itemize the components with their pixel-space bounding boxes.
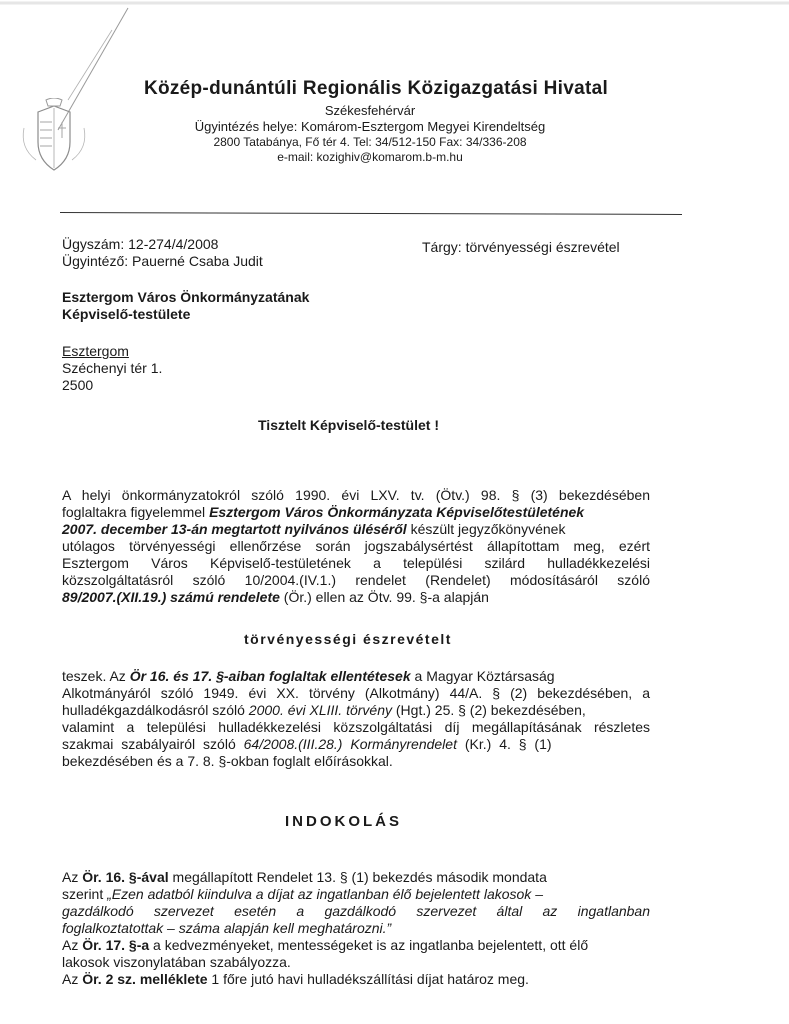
body-line: bekezdésében és a 7. 8. §-okban foglalt előírásokkal. [62, 753, 393, 769]
reasoning-line: Az Ör. 16. §-ával megállapított Rendelet 13. § (1) bekezdés második mondata [62, 869, 547, 885]
office-address: 2800 Tatabánya, Fő tér 4. Tel: 34/512-150 Fax: 34/336-208 [213, 135, 527, 149]
case-administrator: Ügyintéző: Pauerné Csaba Judit [62, 253, 263, 269]
office-location: Ügyintézés helye: Komárom-Esztergom Megyei Kirendeltség [194, 119, 546, 134]
header-divider [60, 212, 682, 215]
organization-city: Székesfehérvár [324, 103, 416, 118]
recipient-line-2: Képviselő-testülete [62, 306, 191, 322]
intro-line: 2007. december 13-án megtartott nyilvános üléséről készült jegyzőkönyvének [62, 521, 566, 537]
salutation: Tisztelt Képviselő-testület ! [258, 417, 440, 433]
observation-heading: törvényességi észrevételt [244, 631, 452, 647]
body-line: hulladékgazdálkodásról szóló 2000. évi XLIII. törvény (Hgt.) 25. § (2) bekezdésében, [62, 702, 586, 718]
reasoning-paragraph [62, 869, 650, 988]
intro-line: Esztergom Város Képviselő-testületének a települési szilárd hulladékkezelési [62, 555, 650, 571]
office-email: e-mail: kozighiv@komarom.b-m.hu [277, 150, 463, 164]
recipient-street: Széchenyi tér 1. [62, 360, 163, 376]
reasoning-line: szerint „Ezen adatból kiindulva a díjat az ingatlanban élő bejelentett lakosok – [62, 886, 543, 902]
coat-of-arms-seal [18, 98, 90, 180]
intro-line: A helyi önkormányzatokról szóló 1990. évi LXV. tv. (Ötv.) 98. § (3) bekezdésében [62, 487, 650, 503]
letterhead [90, 78, 650, 165]
observation-paragraph [62, 668, 650, 770]
case-number: Ügyszám: 12-274/4/2008 [62, 236, 219, 252]
reasoning-line: Az Ör. 17. §-a a kedvezményeket, mentességeket is az ingatlanba bejelentett, ott élő [62, 937, 589, 953]
reasoning-heading: INDOKOLÁS [285, 813, 402, 830]
recipient-postcode: 2500 [62, 377, 94, 393]
letter-subject: Tárgy: törvényességi észrevétel [422, 239, 620, 255]
intro-line: 89/2007.(XII.19.) számú rendelete (Ör.) ellen az Ötv. 99. §-a alapján [62, 589, 489, 605]
recipient-city: Esztergom [62, 343, 129, 359]
reasoning-line: lakosok viszonylatában szabályozza. [62, 954, 291, 970]
body-line: valamint a települési hulladékkezelési közszolgáltatási díj megállapításának részletes [62, 719, 650, 735]
intro-line: utólagos törvényességi ellenőrzése során jogszabálysértést állapítottam meg, ezért [62, 538, 650, 554]
intro-paragraph [62, 487, 650, 606]
intro-line: közszolgáltatásról szóló 10/2004.(IV.1.) rendelet (Rendelet) módosításáról szóló [62, 572, 650, 588]
reasoning-line: Az Ör. 2 sz. melléklete 1 főre jutó havi hulladékszállítási díjat határoz meg. [62, 971, 529, 987]
body-line: Alkotmányáról szóló 1949. évi XX. törvény (Alkotmány) 44/A. § (2) bekezdésében, a [62, 685, 650, 701]
recipient-line-1: Esztergom Város Önkormányzatának [62, 289, 310, 305]
body-line: teszek. Az Ör 16. és 17. §-aiban foglaltak ellentétesek a Magyar Köztársaság [62, 668, 555, 684]
reasoning-line: foglalkoztatottak – száma alapján kell meghatározni.” [62, 920, 392, 936]
reasoning-line: gazdálkodó szervezet esetén a gazdálkodó szervezet által az ingatlanban [62, 903, 650, 919]
organization-title: Közép-dunántúli Regionális Közigazgatási Hivatal [143, 78, 609, 99]
intro-line: foglaltakra figyelemmel Esztergom Város Önkormányzata Képviselőtestületének [62, 504, 585, 520]
body-line: szakmai szabályairól szóló 64/2008.(III.28.) Kormányrendelet (Kr.) 4. § (1) [62, 736, 552, 752]
